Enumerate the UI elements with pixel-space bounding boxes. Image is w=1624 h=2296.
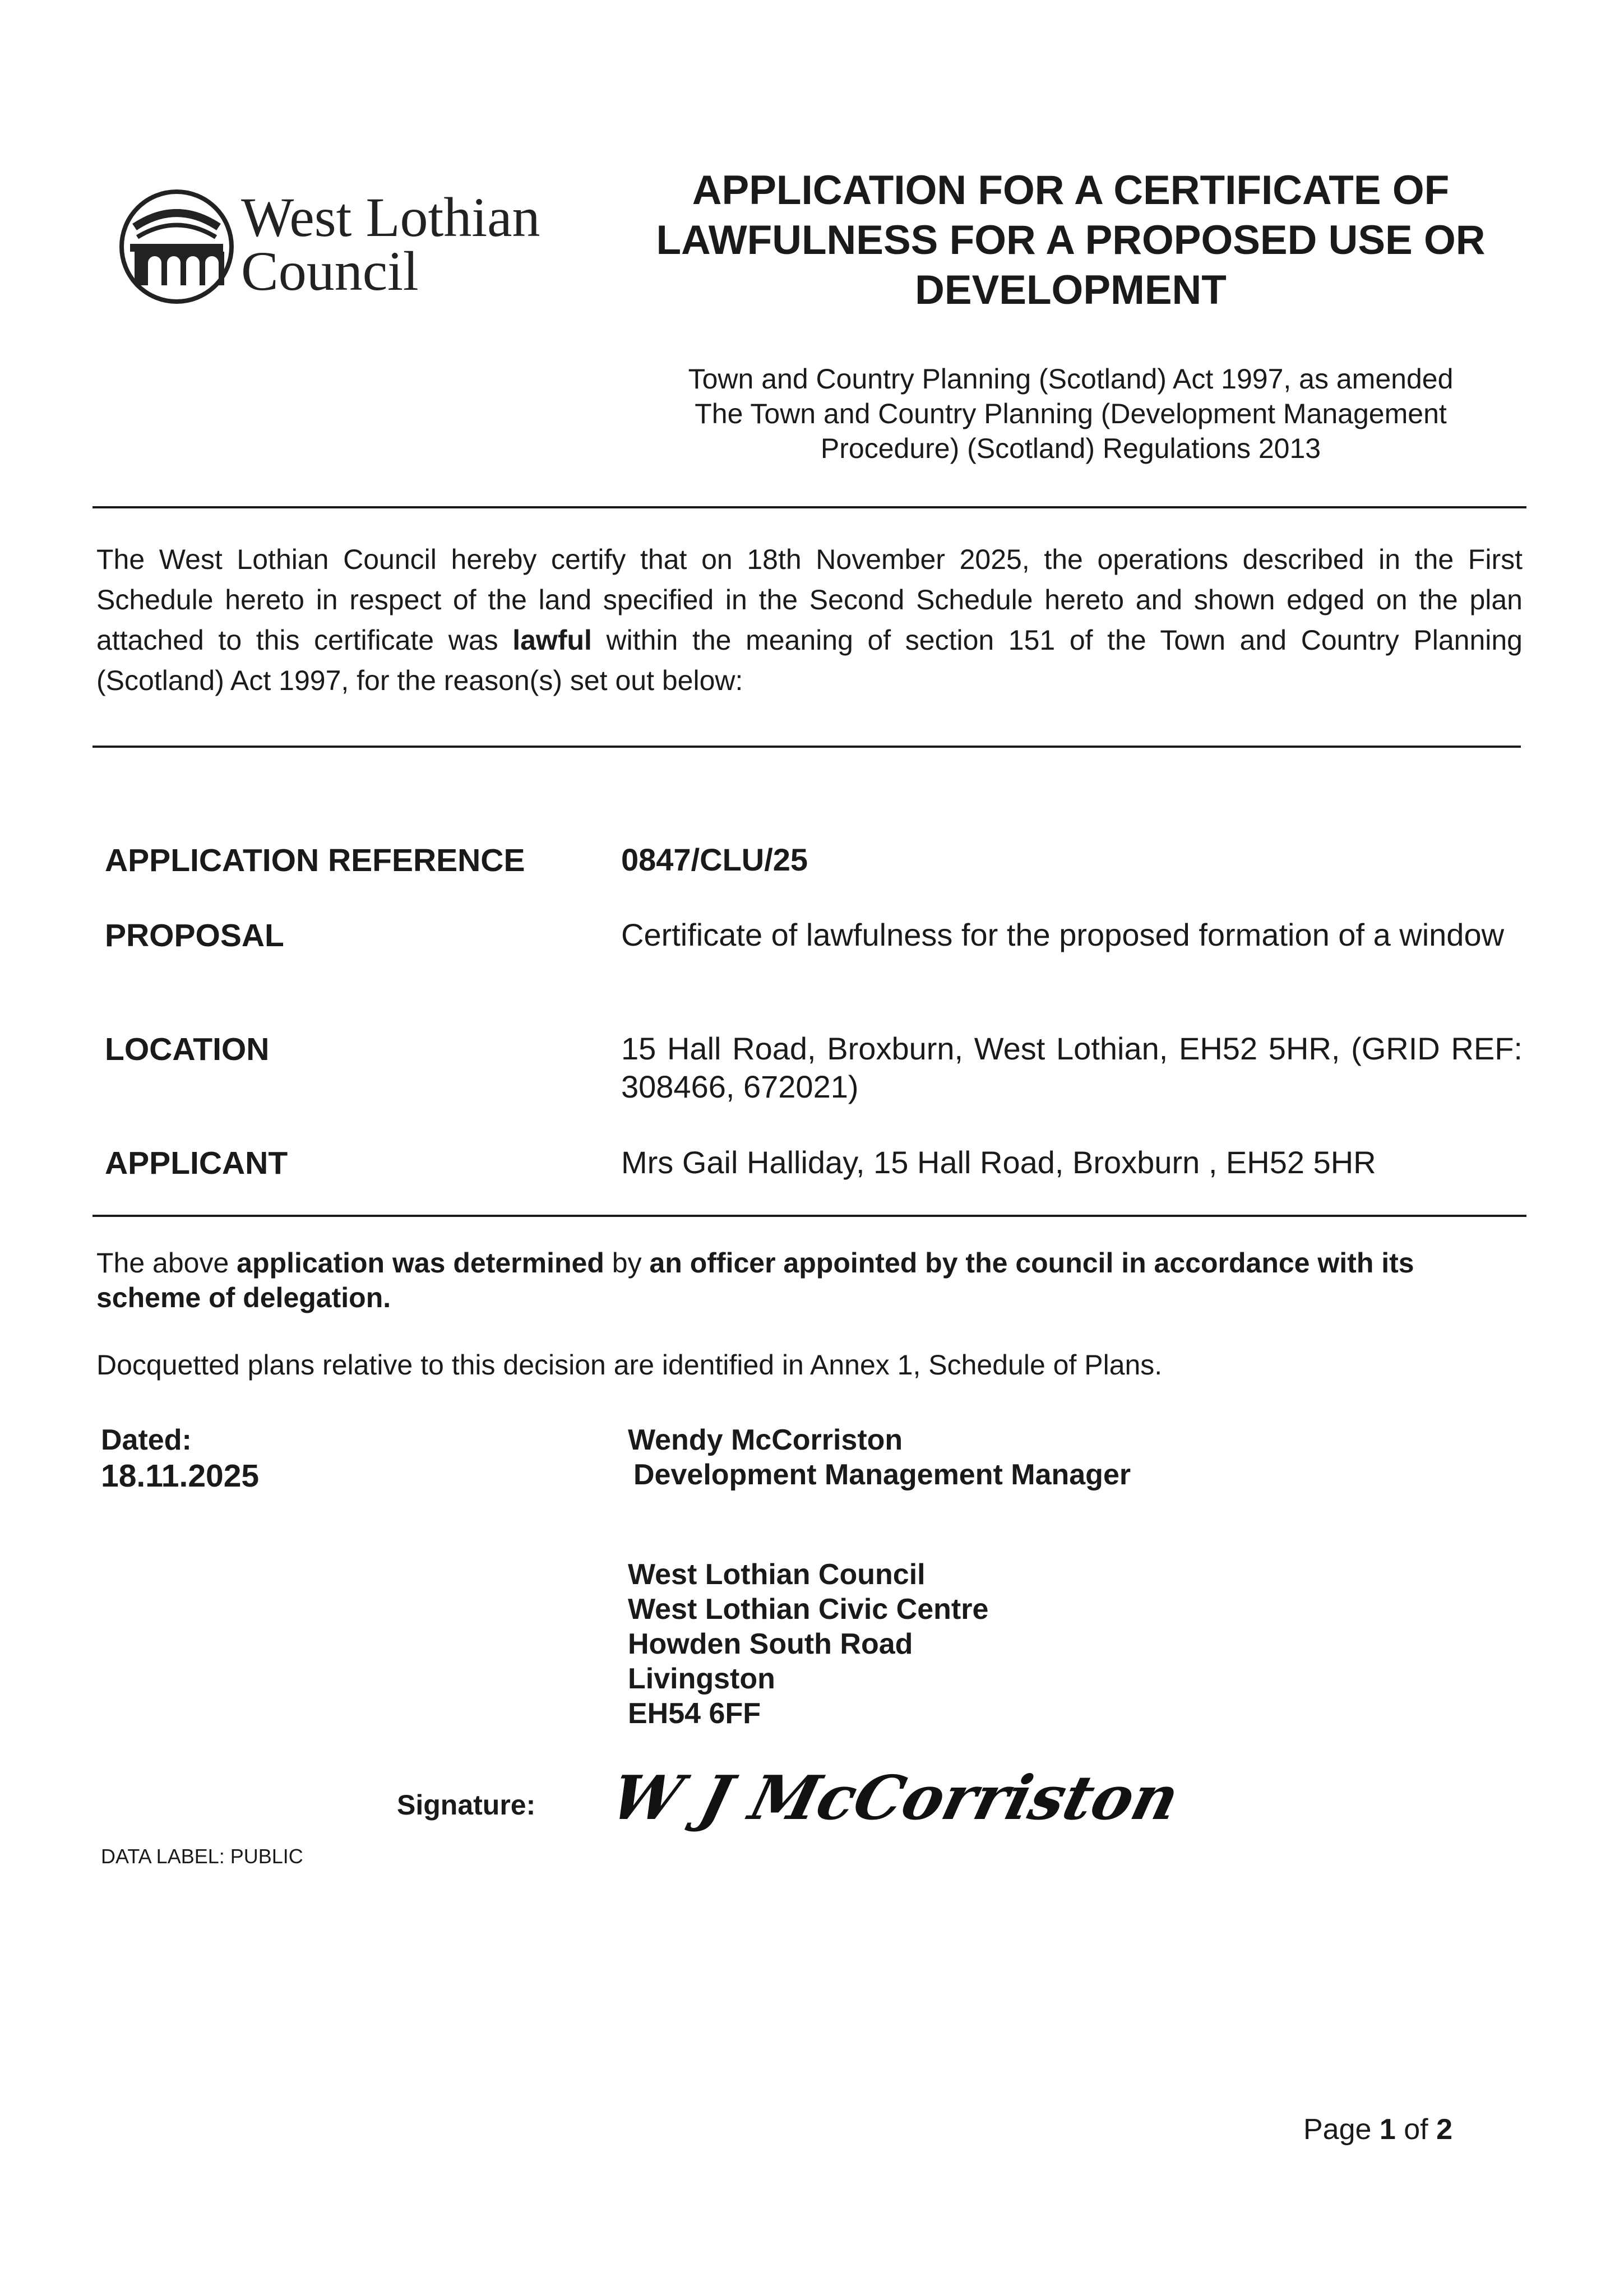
viaduct-emblem-icon <box>118 188 235 305</box>
logo-wordmark <box>241 186 540 302</box>
act-line-3: Procedure) (Scotland) Regulations 2013 <box>820 433 1321 464</box>
certification-text-before: The West Lothian Council hereby certify that on 18th November 2025, the operations described in the First Schedule hereto in respect of the land specified in the Second Schedule hereto and shown edged on the plan attached to this certificate was <box>96 544 1523 656</box>
council-logo <box>118 185 566 314</box>
certification-text-after: within the meaning of section 151 of the Town and Country Planning (Scotland) Act 1997, for the reason(s) set out below: <box>96 624 1523 696</box>
address-line-1: West Lothian Council <box>628 1558 926 1591</box>
handwritten-signature <box>604 1760 1186 1844</box>
address-line-2: West Lothian Civic Centre <box>628 1593 989 1626</box>
document-title <box>628 165 1514 315</box>
certification-emphasis: lawful <box>512 624 592 656</box>
title-line-3: DEVELOPMENT <box>915 267 1227 313</box>
page-of-word: of <box>1395 2113 1437 2146</box>
data-label: DATA LABEL: PUBLIC <box>101 1845 303 1868</box>
location-value: 15 Hall Road, Broxburn, West Lothian, EH52 5HR, (GRID REF: 308466, 672021) <box>621 1031 1523 1104</box>
dated-value: 18.11.2025 <box>101 1458 260 1494</box>
page-total: 2 <box>1436 2113 1452 2146</box>
signature-label: Signature: <box>397 1789 536 1821</box>
title-line-1: APPLICATION FOR A CERTIFICATE OF <box>692 168 1450 213</box>
act-line-2: The Town and Country Planning (Development Management <box>695 398 1447 429</box>
divider-top <box>92 506 1526 508</box>
determination-statement <box>96 1246 1523 1315</box>
address-line-4: Livingston <box>628 1663 775 1695</box>
address-line-5: EH54 6FF <box>628 1697 761 1730</box>
applicant-label: APPLICANT <box>105 1145 288 1181</box>
dated-label: Dated: <box>101 1424 192 1456</box>
divider-middle <box>92 746 1521 748</box>
officer-role: Development Management Manager <box>633 1459 1131 1491</box>
applicant-value: Mrs Gail Halliday, 15 Hall Road, Broxburn , EH52 5HR <box>621 1145 1376 1180</box>
signature-script: W J McCorriston <box>604 1762 1186 1834</box>
certification-paragraph <box>96 539 1523 701</box>
reference-value: 0847/CLU/25 <box>621 842 808 877</box>
page-indicator <box>1303 2112 1452 2147</box>
page-current: 1 <box>1379 2113 1396 2146</box>
determination-part-3: by <box>604 1247 650 1279</box>
council-address <box>628 1557 988 1731</box>
divider-bottom <box>92 1215 1526 1217</box>
reference-label: APPLICATION REFERENCE <box>105 843 525 878</box>
title-line-2: LAWFULNESS FOR A PROPOSED USE OR <box>656 217 1486 263</box>
act-line-1: Town and Country Planning (Scotland) Act 1997, as amended <box>688 363 1454 395</box>
location-label: LOCATION <box>105 1031 270 1067</box>
proposal-value: Certificate of lawfulness for the proposed formation of a window <box>621 917 1505 952</box>
proposal-label: PROPOSAL <box>105 918 284 953</box>
officer-name: Wendy McCorriston <box>628 1424 903 1456</box>
page-word: Page <box>1303 2113 1380 2146</box>
determination-part-4: an officer appointed by the council in accordance with its scheme of delegation. <box>96 1247 1414 1313</box>
legislation-references <box>628 362 1514 466</box>
logo-line-2: Council <box>241 240 419 302</box>
docquetted-plans-note: Docquetted plans relative to this decision are identified in Annex 1, Schedule of Plans. <box>96 1349 1163 1381</box>
logo-line-1: West Lothian <box>241 186 540 248</box>
determination-part-1: The above <box>96 1247 237 1279</box>
determination-part-2: application was determined <box>237 1247 604 1279</box>
address-line-3: Howden South Road <box>628 1628 913 1660</box>
